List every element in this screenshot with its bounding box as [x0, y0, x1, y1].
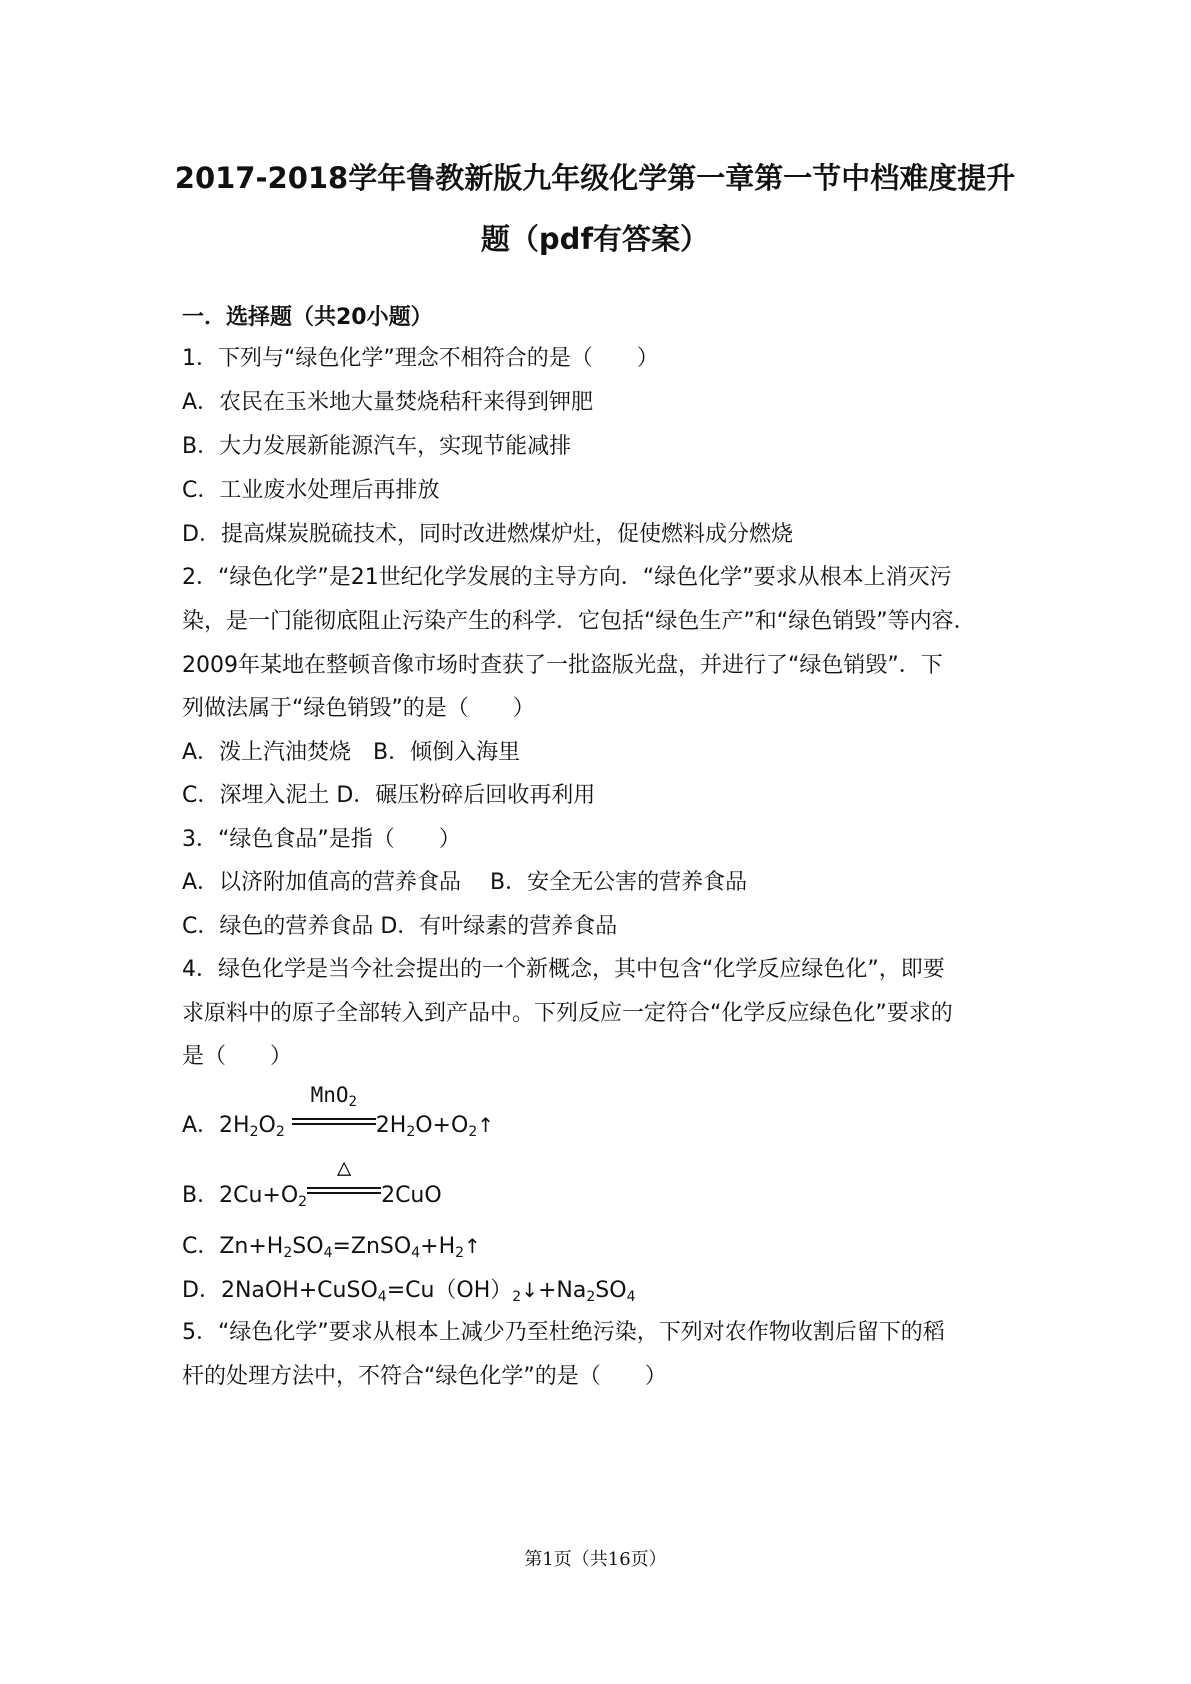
section-heading: 一．选择题（共20小题）	[182, 305, 433, 330]
question-1-option-c: C．工业废水处理后再排放	[182, 478, 440, 503]
option-a-reactant: A．$2H_2O_2$	[182, 1113, 285, 1140]
question-4-line2: 求原料中的原子全部转入到产品中。下列反应一定符合“化学反应绿色化”要求的	[182, 1001, 953, 1026]
question-1: 1．下列与“绿色化学”理念不相符合的是（ ）	[182, 346, 659, 371]
question-4-option-a	[182, 1083, 494, 1141]
question-2-line3: 2009年某地在整顿音像市场时查获了一批盗版光盘，并进行了“绿色销毁”．下	[182, 653, 943, 678]
reaction-condition-heat	[307, 1153, 381, 1202]
page-footer: 第1页（共16页）	[524, 1549, 667, 1570]
question-1-option-a: A．农民在玉米地大量焚烧秸秆来得到钾肥	[182, 390, 594, 415]
document-title-line1: 2017-2018学年鲁教新版九年级化学第一章第一节中档难度提升	[174, 161, 1016, 195]
question-2-line2: 染，是一门能彻底阻止污染产生的科学．它包括“绿色生产”和“绿色销毁”等内容．	[182, 609, 976, 634]
option-a-product: $2H_2O+O_2↑$	[375, 1113, 494, 1140]
reaction-condition-mno2: MnO$_2$	[292, 1108, 376, 1132]
question-3: 3．“绿色食品”是指（ ）	[182, 827, 461, 852]
question-2-options-ab: A．泼上汽油焚烧 B．倾倒入海里	[182, 740, 521, 765]
question-2-line4: 列做法属于“绿色销毁”的是（ ）	[182, 696, 535, 721]
question-3-options-ab: A．以济附加值高的营养食品 B．安全无公害的营养食品	[182, 870, 748, 895]
question-2-line1: 2．“绿色化学”是21世纪化学发展的主导方向．“绿色化学”要求从根本上消灭污	[182, 565, 952, 590]
heat-triangle-icon: △	[336, 1153, 352, 1181]
option-b-product: 2CuO	[381, 1183, 442, 1208]
question-4-option-c: C．$Zn+H_2SO_4=ZnSO_4+H_2↑$	[182, 1234, 481, 1261]
question-4-line3: 是（ ）	[182, 1044, 293, 1069]
document-title-line2: 题（pdf有答案）	[480, 222, 710, 256]
question-2-options-cd: C．深埋入泥土 D．碾压粉碎后回收再利用	[182, 783, 596, 808]
question-5-line2: 杆的处理方法中，不符合“绿色化学”的是（ ）	[182, 1364, 667, 1389]
question-1-option-d: D．提高煤炭脱硫技术，同时改进燃煤炉灶，促使燃料成分燃烧	[182, 522, 793, 547]
option-b-reactant: B．$2Cu+O_2$	[182, 1183, 308, 1210]
question-3-options-cd: C．绿色的营养食品 D．有叶绿素的营养食品	[182, 914, 618, 939]
question-1-option-b: B．大力发展新能源汽车，实现节能减排	[182, 434, 572, 459]
question-4-option-d: D．$2NaOH+CuSO_4=Cu(OH)_2↓+Na_2SO_4$	[182, 1278, 636, 1305]
question-5-line1: 5．“绿色化学”要求从根本上减少乃至杜绝污染，下列对农作物收割后留下的稻	[182, 1320, 945, 1345]
question-4-option-b	[182, 1153, 442, 1211]
question-4-line1: 4．绿色化学是当今社会提出的一个新概念，其中包含“化学反应绿色化”，即要	[182, 957, 945, 982]
